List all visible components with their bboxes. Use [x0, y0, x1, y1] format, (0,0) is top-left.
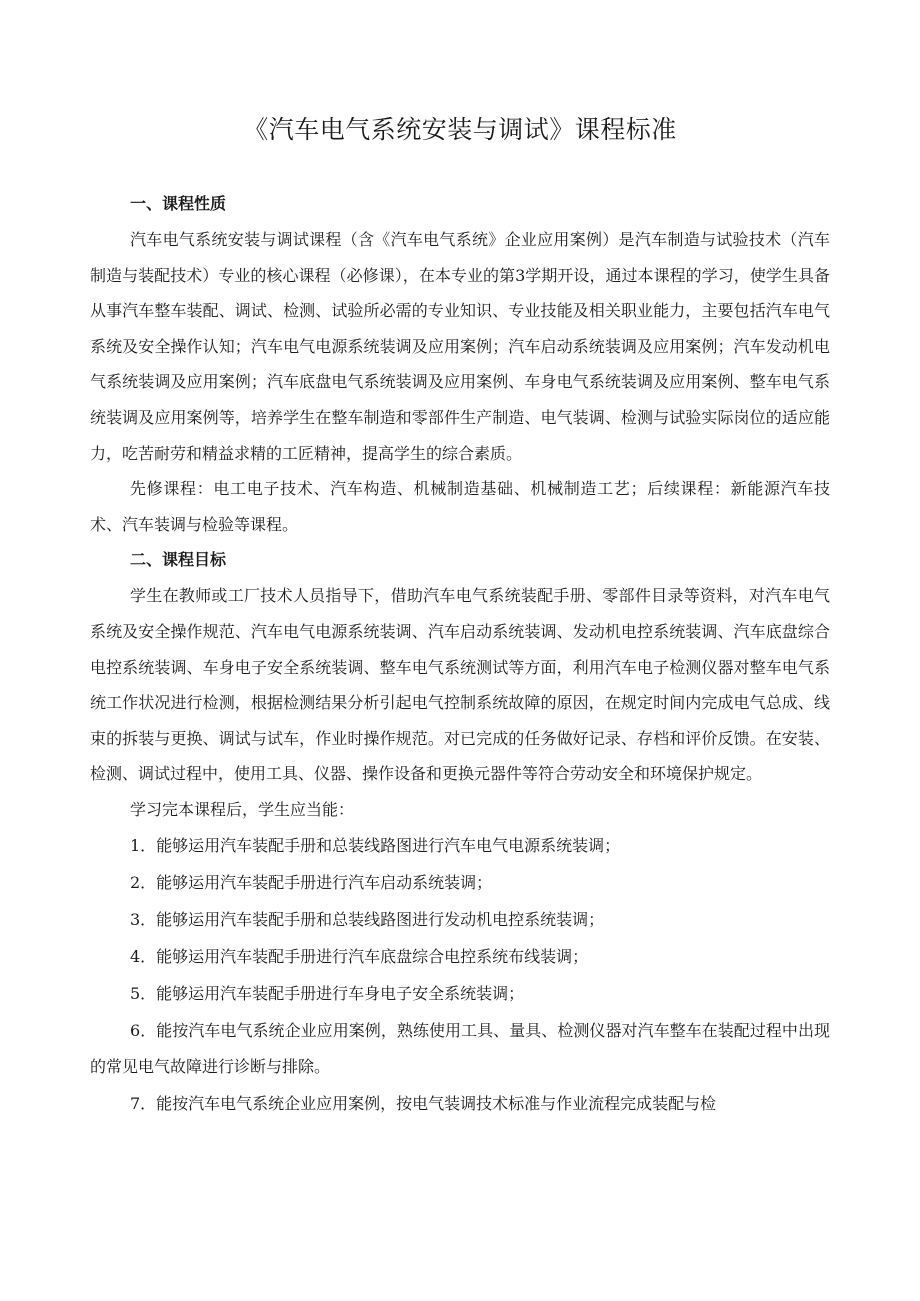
list-item: 6．能按汽车电气系统企业应用案例，熟练使用工具、量具、检测仪器对汽车整车在装配过程中出现的常见电气故障进行诊断与排除。	[90, 1020, 830, 1076]
document-title: 《汽车电气系统安装与调试》课程标准	[243, 115, 677, 144]
document-body	[90, 186, 830, 1123]
objective-list	[90, 828, 830, 1122]
section-course-nature	[90, 186, 830, 542]
section-heading: 一、课程性质	[130, 194, 227, 213]
paragraph: 学生在教师或工厂技术人员指导下，借助汽车电气系统装配手册、零部件目录等资料，对汽车电气系统及安全操作规范、汽车电气电源系统装调、汽车启动系统装调、发动机电控系统装调、汽车底盘综合电控系统装调、车身电子安全系统装调、整车电气系统测试等方面，利用汽车电子检测仪器对整车电气系统工作状况进行检测，根据检测结果分析引起电气控制系统故障的原因，在规定时间内完成电气总成、线束的拆装与更换、调试与试车，作业时操作规范。对已完成的任务做好记录、存档和评价反馈。在安装、检测、调试过程中，使用工具、仪器、操作设备和更换元器件等符合劳动安全和环境保护规定。	[90, 586, 830, 784]
list-item: 1．能够运用汽车装配手册和总装线路图进行汽车电气电源系统装调；	[130, 835, 621, 855]
list-item: 5．能够运用汽车装配手册进行车身电子安全系统装调；	[130, 983, 525, 1003]
paragraph: 先修课程：电工电子技术、汽车构造、机械制造基础、机械制造工艺；后续课程：新能源汽车技术、汽车装调与检验等课程。	[90, 479, 830, 534]
paragraph: 汽车电气系统安装与调试课程（含《汽车电气系统》企业应用案例）是汽车制造与试验技术（汽车制造与装配技术）专业的核心课程（必修课），在本专业的第3学期开设，通过本课程的学习，使学生具备从事汽车整车装配、调试、检测、试验所必需的专业知识、专业技能及相关职业能力，主要包括汽车电气系统及安全操作认知；汽车电气电源系统装调及应用案例；汽车启动系统装调及应用案例；汽车发动机电气系统装调及应用案例；汽车底盘电气系统装调及应用案例、车身电气系统装调及应用案例、整车电气系统装调及应用案例等，培养学生在整车制造和零部件生产制造、电气装调、检测与试验实际岗位的适应能力，吃苦耐劳和精益求精的工匠精神，提高学生的综合素质。	[90, 230, 830, 463]
list-item: 3．能够运用汽车装配手册和总装线路图进行发动机电控系统装调；	[130, 909, 605, 929]
list-item: 7．能按汽车电气系统企业应用案例，按电气装调技术标准与作业流程完成装配与检	[130, 1093, 717, 1113]
section-course-objectives	[90, 542, 830, 1121]
paragraph: 学习完本课程后，学生应当能：	[130, 799, 355, 819]
list-item: 4．能够运用汽车装配手册进行汽车底盘综合电控系统布线装调；	[130, 946, 589, 966]
list-item: 2．能够运用汽车装配手册进行汽车启动系统装调；	[130, 872, 493, 892]
section-heading: 二、课程目标	[130, 550, 227, 570]
